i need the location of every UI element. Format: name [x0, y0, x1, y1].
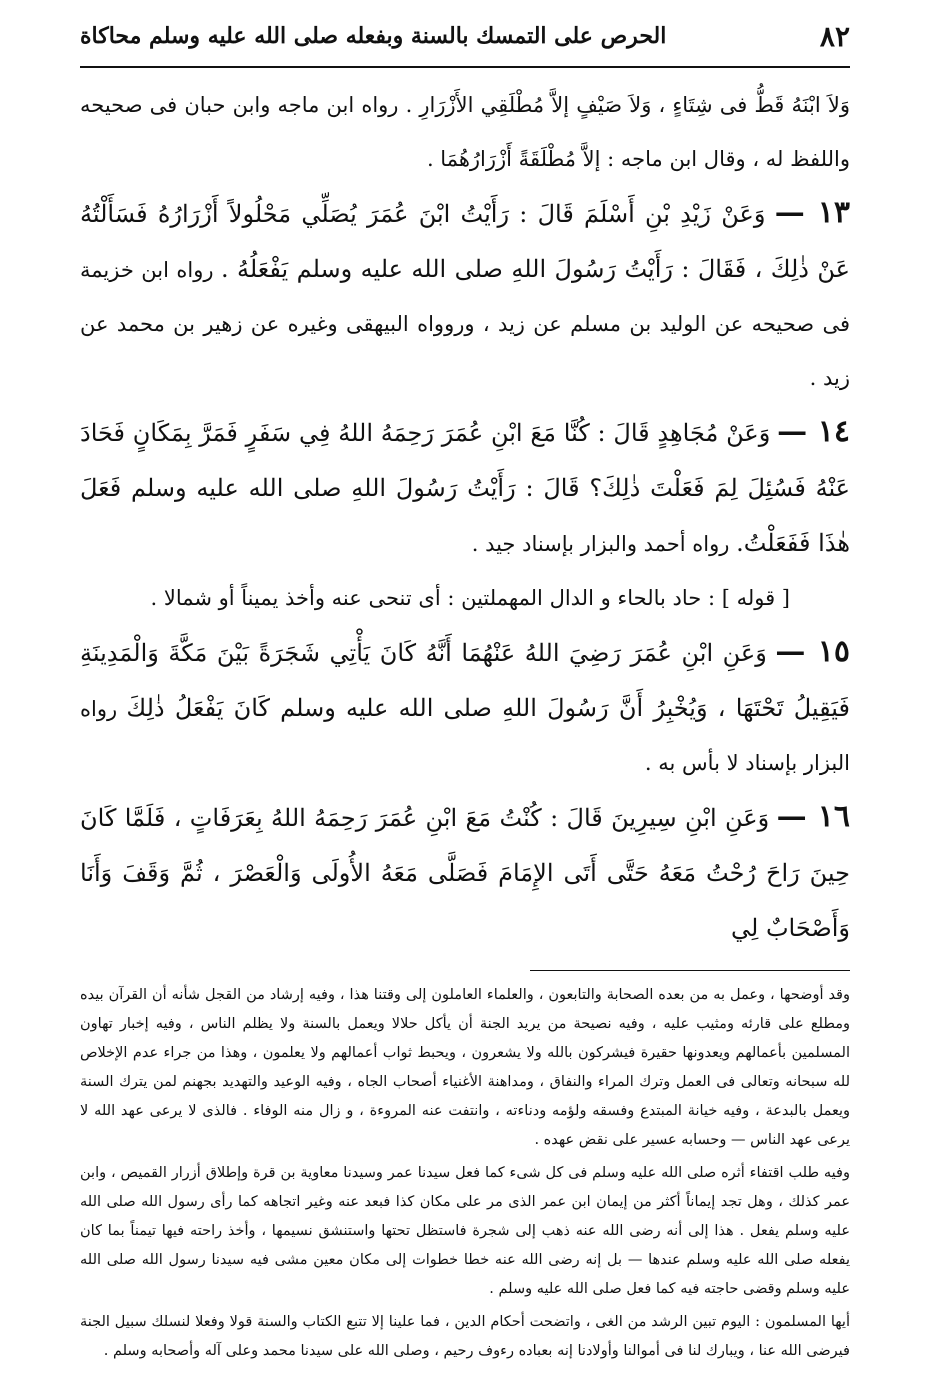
book-page [80, 12, 850, 1362]
gloss-note: [ قوله ] : حاد بالحاء و الدال المهملتين : أى تنحى عنه وأخذ يميناً أو شمالا . [150, 586, 790, 610]
hadith-text: وَعَنِ ابْنِ سِيرِينَ قَالَ : كُنْتُ مَعَ ابْنِ عُمَرَ رَحِمَهُ اللهُ بِعَرَفَاتٍ ، فَلَمَّا كَانَ حِينَ رَاحَ رُحْتُ مَعَهُ حَتَّى أَتَى الإِمَامَ فَصَلَّى مَعَهُ الأُولَى وَالْعَصْرَ ، ثُمَّ وَقَفَ وَأَنَا وَأَصْحَابٌ لِي [80, 804, 850, 942]
footnote-paragraph: وقد أوضحها ، وعمل به من بعده الصحابة والتابعون ، والعلماء العاملون إلى وقتنا هذا ، وفيه إرشاد من القجل شأنه أن القرآن بيده ومطلع على قارئه ومثيب عليه ، وفيه نصيحة من يريد الجنة أن يأكل حلالا ويعمل بالسنة ولا يظلم الناس ، وفيه إخبار تهاون المسلمين بأعمالهم ويعدونها حقيرة فيشركون بالله ولا يشعرون ، ويحبط ثواب أعمالهم ولا يعلمون ، وهذا من جراء عدم الإخلاص لله سبحانه وتعالى فى العمل وترك المراء والنفاق ، ومداهنة الأغنياء أصحاب الجاه ، وفيه الوعيد والتهديد بجهنم لمن يترك السنة ويعمل بالبدعة ، وفيه خيانة المبتدع وفسقه ولؤمه ودناءته ، وانتفت عنه المروءة ، و زال منه الوفاء . فالذى لا يرعى عهد الله لا يرعى عهد الناس — وحسابه عسير على نقض عهده . [80, 987, 850, 1148]
running-title: الحرص على التمسك بالسنة وبفعله صلى الله عليه وسلم محاكاة [80, 23, 667, 49]
hadith-text: وَعَنْ زَيْدِ بْنِ أَسْلَمَ قَالَ : رَأَيْتُ ابْنَ عُمَرَ يُصَلِّي مَحْلُولاً أَزْرَارُهُ فَسَأَلْتُهُ عَنْ ذٰلِكَ ، فَقَالَ : رَأَيْتُ رَسُولَ اللهِ صلى الله عليه وسلم يَفْعَلُهُ . [80, 200, 850, 283]
hadith-number: ١٥ — [775, 634, 850, 669]
hadith-15 [80, 625, 850, 790]
hadith-13 [80, 186, 850, 405]
page-number: ٨٢ [819, 19, 850, 53]
hadith-14 [80, 405, 850, 571]
footnote-rule [530, 970, 850, 971]
footnote-paragraph: أيها المسلمون : اليوم تبين الرشد من الغى ، واتضحت أحكام الدين ، فما علينا إلا تتبع الكتاب والسنة قولا وفعلا لنسلك سبيل الجنة فيرضى الله عنا ، ويبارك لنا فى أموالنا وأولادنا إنه بعباده رءوف رحيم ، وصلى الله على سيدنا محمد وعلى آله وأصحابه وسلم . [80, 1314, 850, 1359]
header-rule [80, 66, 850, 68]
footnotes [80, 981, 850, 1366]
hadith-number: ١٤ — [777, 414, 850, 449]
main-text [80, 78, 850, 956]
hadith-number: ١٣ — [774, 195, 850, 230]
hadith-source: رواه أحمد والبزار بإسناد جيد . [471, 532, 730, 556]
hadith-text: وَعَنْ مُجَاهِدٍ قَالَ : كُنَّا مَعَ ابْنِ عُمَرَ رَحِمَهُ اللهُ فِي سَفَرٍ فَمَرَّ بِمَكَانٍ فَحَادَ عَنْهُ فَسُئِلَ لِمَ فَعَلْتَ ذٰلِكَ؟ قَالَ : رَأَيْتُ رَسُولَ اللهِ صلى الله عليه وسلم فَعَلَ هٰذَا فَفَعَلْتُ. [80, 419, 850, 557]
page-header [80, 12, 850, 60]
hadith-text: وَعَنِ ابْنِ عُمَرَ رَضِيَ اللهُ عَنْهُمَا أَنَّهُ كَانَ يَأْتِي شَجَرَةً بَيْنَ مَكَّةَ وَالْمَدِينَةِ فَيَقِيلُ تَحْتَهَا ، وَيُخْبِرُ أَنَّ رَسُولَ اللهِ صلى الله عليه وسلم كَانَ يَفْعَلُ ذٰلِكَ [80, 639, 850, 722]
hadith-16 [80, 790, 850, 956]
hadith-source: رواه البزار بإسناد لا بأس به . [80, 697, 850, 775]
continuation-paragraph: وَلاَ ابْنَهُ قَطُّ فى شِتَاءٍ ، وَلاَ صَيْفٍ إلاَّ مُطْلَقِي الأَزْرَارِ . رواه ابن ماجه وابن حبان فى صحيحه واللفظ له ، وقال ابن ماجه : إلاَّ مُطْلَقَةً أَزْرَارُهُمَا . [80, 93, 850, 171]
hadith-source: رواه ابن خزيمة فى صحيحه عن الوليد بن مسلم عن زيد ، وروواه البيهقى وغيره عن زهير بن محمد عن زيد . [80, 258, 850, 390]
footnote-paragraph: وفيه طلب اقتفاء أثره صلى الله عليه وسلم فى كل شىء كما فعل سيدنا عمر وسيدنا معاوية بن قرة وإطلاق أزرار القميص ، وابن عمر كذلك ، وهل تجد إيماناً أكثر من إيمان ابن عمر الذى مر على مكان كذا فبعد عنه وغير اتجاهه كما رأى رسول الله صلى الله عليه وسلم يفعل . هذا إلى أنه رضى الله عنه ذهب إلى شجرة فاستظل تحتها واستنشق نسيمها ، وأخذ راحته فيها تيمناً بما كان يفعله صلى الله عليه وسلم عندها — بل إنه رضى الله عنه خطا خطوات إلى مكان معين مشى فيه سيدنا رسول الله صلى الله عليه وسلم وقضى حاجته فيه كما فعل صلى الله عليه وسلم . [80, 1165, 850, 1297]
hadith-number: ١٦ — [776, 799, 850, 834]
